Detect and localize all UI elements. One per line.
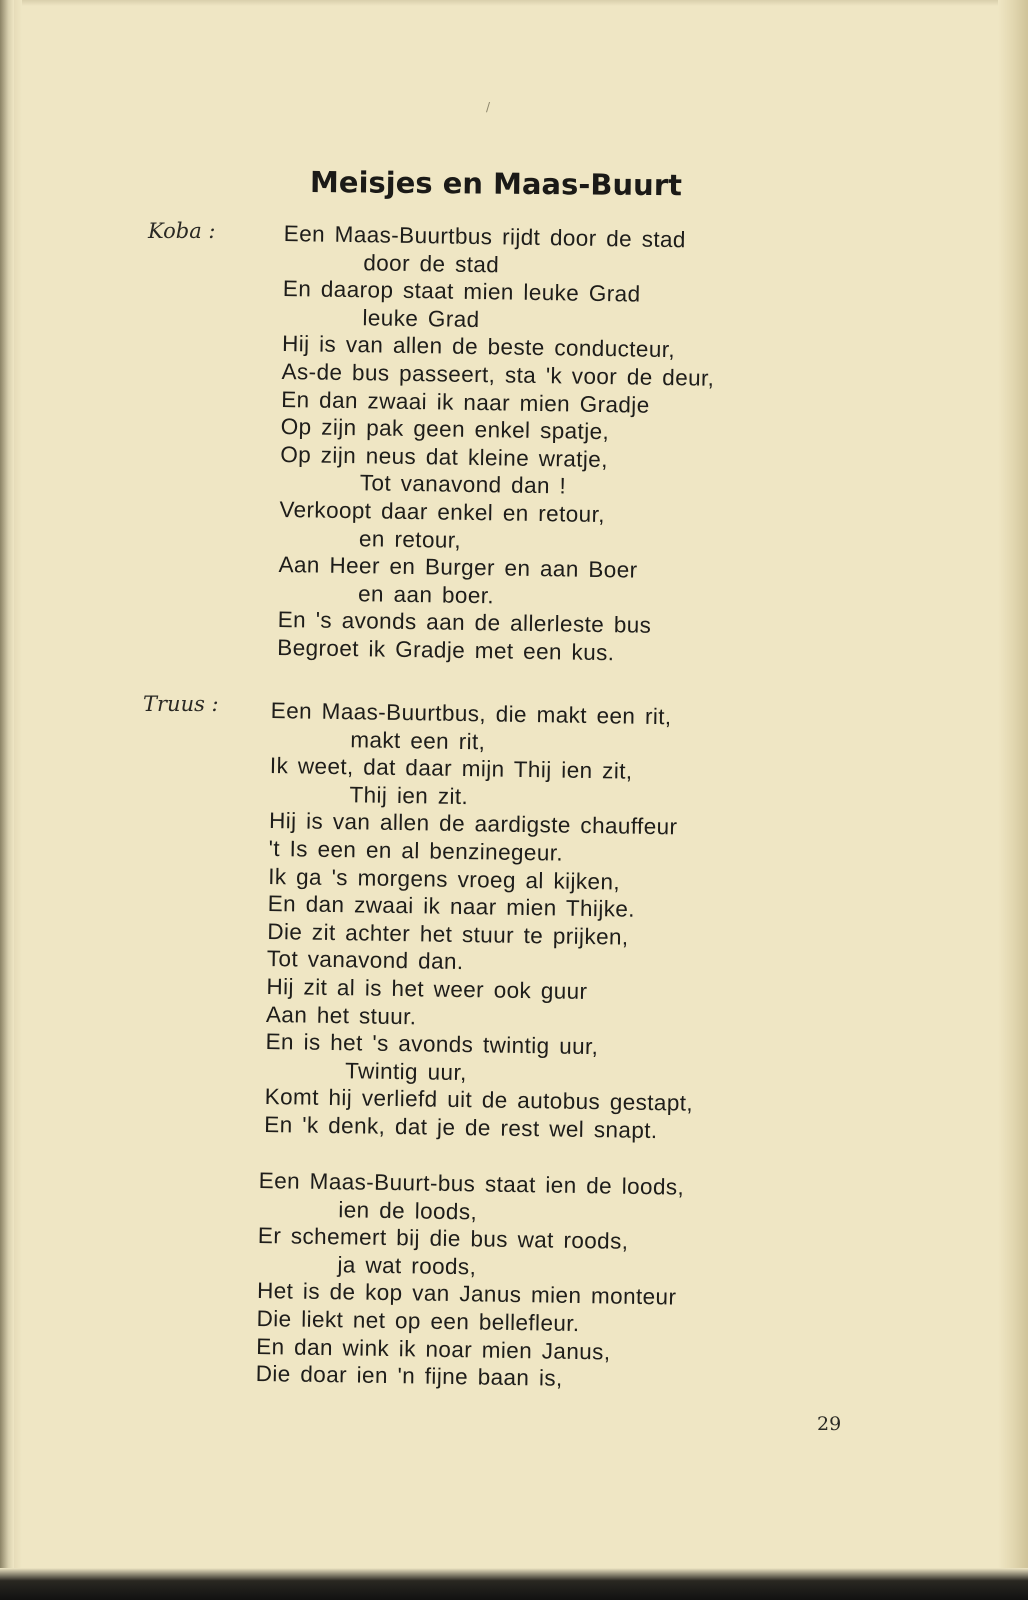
speaker-truus: Truus : bbox=[143, 692, 219, 716]
song-title: Meisjes en Maas-Buurt bbox=[309, 165, 683, 203]
verse-line: door de stad bbox=[363, 249, 500, 277]
verse-line: En daarop staat mien leuke Grad bbox=[282, 276, 641, 307]
verse-line: Tot vanavond dan ! bbox=[359, 470, 567, 499]
page-left-edge bbox=[0, 0, 14, 1600]
verse-line: Hij zit al is het weer ook guur bbox=[266, 973, 588, 1004]
verse-line: Een Maas-Buurtbus rijdt door de stad bbox=[283, 220, 687, 253]
verse-line: Op zijn pak geen enkel spatje, bbox=[280, 414, 610, 445]
verse-line: En is het 's avonds twintig uur, bbox=[265, 1029, 599, 1060]
verse-line: Aan het stuur. bbox=[265, 1001, 417, 1029]
verse-line: Die doar ien 'n fijne baan is, bbox=[255, 1361, 563, 1391]
verse-line: Op zijn neus dat kleine wratje, bbox=[280, 441, 609, 472]
verse-line: Een Maas-Buurtbus, die makt een rit, bbox=[270, 697, 672, 730]
verse-line: Er schemert bij die bus wat roods, bbox=[257, 1223, 629, 1254]
verse-line: Begroet ik Gradje met een kus. bbox=[277, 634, 615, 666]
verse-line: en retour, bbox=[358, 525, 462, 553]
verse-line: Hij is van allen de aardigste chauffeur bbox=[268, 808, 678, 840]
verse-line: En dan zwaai ik naar mien Gradje bbox=[280, 386, 650, 418]
top-pencil-mark: / bbox=[486, 100, 491, 114]
verse-line: Die zit achter het stuur te prijken, bbox=[267, 918, 629, 950]
verse-line: En 's avonds aan de allerleste bus bbox=[277, 607, 652, 639]
verse-line: Thij ien zit. bbox=[349, 782, 469, 809]
page-left-gutter bbox=[14, 0, 22, 1600]
verse-line: Ik weet, dat daar mijn Thij ien zit, bbox=[269, 753, 633, 784]
page-top-edge bbox=[0, 0, 1028, 6]
stanza-third bbox=[256, 1167, 685, 1394]
verse-line: En 'k denk, dat je de rest wel snapt. bbox=[264, 1111, 658, 1144]
verse-line: As-de bus passeert, sta 'k voor de deur, bbox=[281, 358, 715, 391]
verse-line: Ik ga 's morgens vroeg al kijken, bbox=[267, 863, 621, 895]
verse-line: Komt hij verliefd uit de autobus gestapt, bbox=[264, 1084, 694, 1116]
verse-line: 't Is een en al benzinegeur. bbox=[268, 835, 564, 866]
speaker-koba: Koba : bbox=[148, 219, 216, 243]
verse-line: Hij is van allen de beste conducteur, bbox=[281, 331, 676, 363]
verse-line: Het is de kop van Janus mien monteur bbox=[256, 1278, 677, 1310]
verse-line: Twintig uur, bbox=[344, 1057, 467, 1085]
verse-line: makt een rit, bbox=[350, 726, 486, 754]
verse-line: En dan wink ik noar mien Janus, bbox=[255, 1333, 611, 1365]
verse-line: ja wat roods, bbox=[337, 1252, 477, 1280]
page-right-edge bbox=[998, 0, 1028, 1600]
verse-line: Tot vanavond dan. bbox=[266, 946, 464, 975]
page-number: 29 bbox=[817, 1413, 842, 1435]
verse-line: Die liekt net op een bellefleur. bbox=[256, 1305, 580, 1337]
verse-line: ien de loods, bbox=[338, 1196, 478, 1225]
verse-line: En dan zwaai ik naar mien Thijke. bbox=[267, 891, 636, 922]
verse-line: leuke Grad bbox=[362, 305, 480, 332]
verse-line: en aan boer. bbox=[357, 580, 495, 609]
stanza-truus bbox=[264, 697, 699, 1145]
page-bottom-edge bbox=[0, 1568, 1028, 1600]
verse-line: Aan Heer en Burger en aan Boer bbox=[278, 552, 638, 583]
stanza-koba bbox=[277, 220, 717, 668]
verse-line: Verkoopt daar enkel en retour, bbox=[279, 496, 606, 528]
verse-line: Een Maas-Buurt-bus staat ien de loods, bbox=[258, 1167, 685, 1200]
